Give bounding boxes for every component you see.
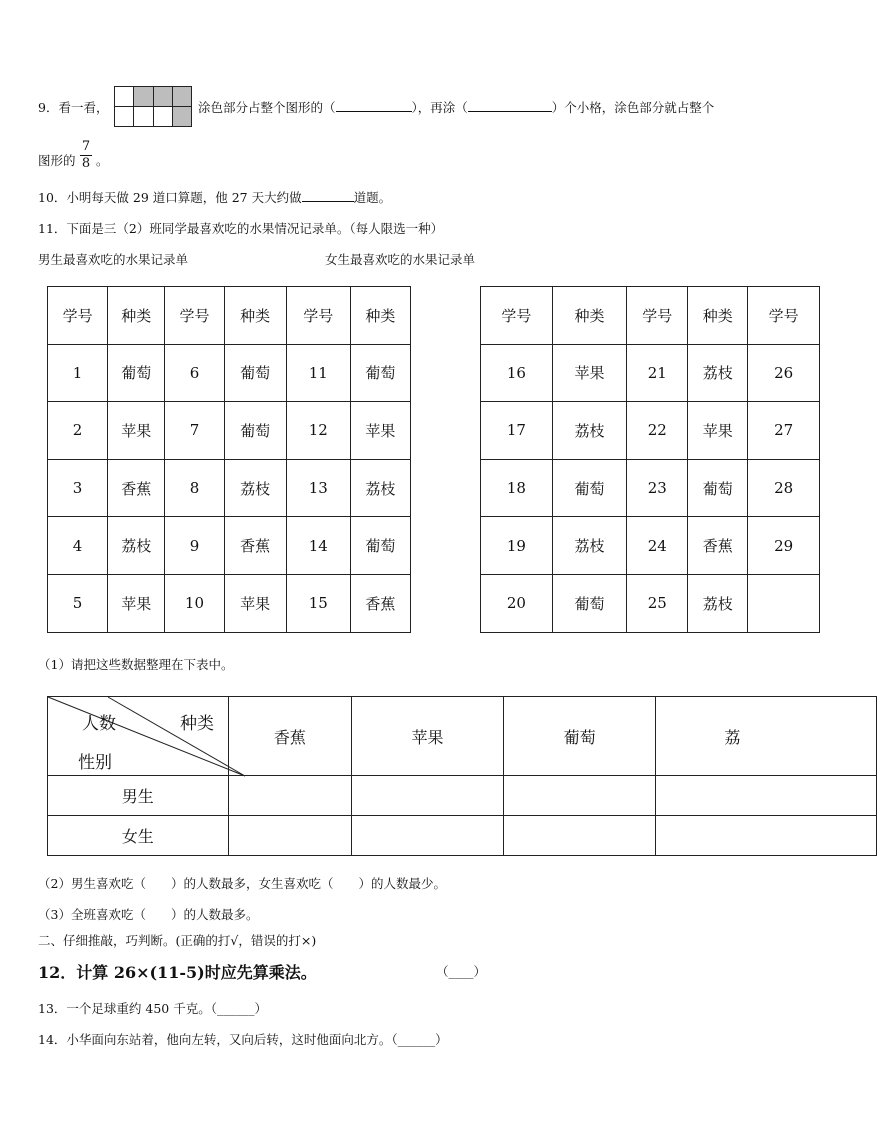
q12-text: 12．计算 26×(11-5)时应先算乘法。 <box>38 963 317 982</box>
boys-table-header-cell: 学号 <box>48 287 108 345</box>
boys-table-header-cell: 学号 <box>286 287 350 345</box>
girls-table-row <box>481 402 820 460</box>
summary-table <box>47 696 877 856</box>
fraction-numerator: 7 <box>81 139 91 154</box>
grid-cell <box>115 87 134 107</box>
summary-cell[interactable] <box>503 776 656 816</box>
section-two-heading: 二、仔细推敲，巧判断。(正确的打√，错误的打×) <box>38 933 317 948</box>
girls-table-cell: 24 <box>627 517 688 575</box>
boys-table-cell: 苹果 <box>108 574 165 632</box>
boys-table-title: 男生最喜欢吃的水果记录单 <box>38 252 189 267</box>
summary-col-header: 葡萄 <box>503 697 656 776</box>
q11-sub1: （1）请把这些数据整理在下表中。 <box>38 657 234 672</box>
summary-row-label: 男生 <box>48 776 229 816</box>
girls-table-cell: 17 <box>481 402 553 460</box>
girls-table-cell: 29 <box>748 517 820 575</box>
boys-table-cell: 葡萄 <box>350 344 410 402</box>
q11-intro: 11．下面是三（2）班同学最喜欢吃的水果情况记录单。（每人限选一种） <box>38 221 444 236</box>
boys-table-cell: 2 <box>48 402 108 460</box>
boys-table-cell: 15 <box>286 574 350 632</box>
q9-grid-figure <box>114 86 192 127</box>
boys-table-header-cell: 种类 <box>108 287 165 345</box>
girls-table-cell: 21 <box>627 344 688 402</box>
q9-text-a: 涂色部分占整个图形的（ <box>198 100 336 115</box>
girls-table-header-cell: 学号 <box>748 287 820 345</box>
q9-blank-1[interactable] <box>336 99 412 112</box>
girls-table-cell: 荔枝 <box>552 402 627 460</box>
boys-table-cell: 苹果 <box>224 574 286 632</box>
q9-line2 <box>38 151 76 169</box>
q13: 13．一个足球重约 450 千克。（______） <box>38 1001 267 1016</box>
girls-table-cell: 25 <box>627 574 688 632</box>
summary-cell[interactable] <box>228 776 352 816</box>
girls-table-title: 女生最喜欢吃的水果记录单 <box>325 252 476 267</box>
boys-table-row <box>48 517 411 575</box>
boys-table-cell: 葡萄 <box>224 344 286 402</box>
boys-table-cell: 荔枝 <box>108 517 165 575</box>
boys-table-cell: 4 <box>48 517 108 575</box>
boys-table-cell: 9 <box>165 517 224 575</box>
boys-table-cell: 6 <box>165 344 224 402</box>
girls-table-cell: 香蕉 <box>688 517 748 575</box>
boys-table-row <box>48 574 411 632</box>
girls-table-cell: 18 <box>481 459 553 517</box>
girls-table-cell: 19 <box>481 517 553 575</box>
girls-table-cell: 苹果 <box>688 402 748 460</box>
corner-label-count: 人数 <box>82 714 116 734</box>
q10-blank[interactable] <box>302 189 354 202</box>
summary-col-header: 苹果 <box>352 697 504 776</box>
girls-record-table <box>480 286 820 633</box>
boys-table-cell: 8 <box>165 459 224 517</box>
girls-table-cell: 23 <box>627 459 688 517</box>
girls-table-cell: 葡萄 <box>688 459 748 517</box>
girls-table-cell: 27 <box>748 402 820 460</box>
summary-header-corner <box>48 697 229 776</box>
q9-text-b: ），再涂（ <box>411 100 468 115</box>
grid-cell-shaded <box>172 107 191 127</box>
q9-end: 。 <box>96 153 109 168</box>
boys-table-cell: 香蕉 <box>224 517 286 575</box>
summary-row-label: 女生 <box>48 816 229 856</box>
girls-table-header-row <box>481 287 820 345</box>
q9-blank-2[interactable] <box>468 99 552 112</box>
q9-line1-text <box>198 98 714 116</box>
q10 <box>38 188 391 206</box>
boys-table-header-cell: 种类 <box>350 287 410 345</box>
boys-table-row <box>48 402 411 460</box>
girls-table-cell: 26 <box>748 344 820 402</box>
girls-table-row <box>481 574 820 632</box>
grid-cell <box>115 107 134 127</box>
boys-table-cell: 苹果 <box>108 402 165 460</box>
corner-label-type: 种类 <box>180 714 214 734</box>
fraction-seven-eighths <box>80 140 92 171</box>
boys-table-cell: 3 <box>48 459 108 517</box>
girls-table-header-cell: 学号 <box>481 287 553 345</box>
boys-table-header-cell: 种类 <box>224 287 286 345</box>
boys-table-cell: 10 <box>165 574 224 632</box>
summary-cell[interactable] <box>656 776 877 816</box>
girls-table-row <box>481 517 820 575</box>
q9-line2-text: 图形的 <box>38 153 76 168</box>
summary-col-header: 荔 <box>656 697 877 776</box>
boys-table-cell: 葡萄 <box>350 517 410 575</box>
grid-cell <box>134 107 153 127</box>
grid-cell-shaded <box>172 87 191 107</box>
boys-table-cell: 葡萄 <box>108 344 165 402</box>
summary-table-clip <box>47 696 794 858</box>
girls-table-cell: 葡萄 <box>552 459 627 517</box>
summary-cell[interactable] <box>352 776 504 816</box>
boys-table-header-row <box>48 287 411 345</box>
q9-line1 <box>38 98 108 116</box>
boys-table-cell: 香蕉 <box>108 459 165 517</box>
q10-text-a: 10．小明每天做 29 道口算题，他 27 天大约做 <box>38 190 302 205</box>
summary-cell[interactable] <box>656 816 877 856</box>
girls-table-header-cell: 种类 <box>552 287 627 345</box>
girls-table-cell: 苹果 <box>552 344 627 402</box>
girls-table-cell: 22 <box>627 402 688 460</box>
grid-cell-shaded <box>153 87 172 107</box>
girls-table-cell <box>748 574 820 632</box>
boys-table-cell: 12 <box>286 402 350 460</box>
grid-cell-shaded <box>134 87 153 107</box>
q10-text-b: 道题。 <box>353 190 392 205</box>
summary-cell[interactable] <box>352 816 504 856</box>
boys-table-cell: 5 <box>48 574 108 632</box>
girls-table-cell: 16 <box>481 344 553 402</box>
boys-record-table <box>47 286 411 633</box>
boys-table-cell: 苹果 <box>350 402 410 460</box>
boys-table-cell: 13 <box>286 459 350 517</box>
boys-table-row <box>48 459 411 517</box>
boys-table-cell: 14 <box>286 517 350 575</box>
q9-prefix: 9．看一看， <box>38 100 109 115</box>
summary-col-header: 香蕉 <box>228 697 352 776</box>
girls-table-cell: 葡萄 <box>552 574 627 632</box>
summary-cell[interactable] <box>228 816 352 856</box>
boys-table-cell: 香蕉 <box>350 574 410 632</box>
girls-table-clip <box>480 286 799 636</box>
q12-answer-paren[interactable]: （____） <box>436 964 487 979</box>
boys-table-cell: 1 <box>48 344 108 402</box>
boys-table-header-cell: 学号 <box>165 287 224 345</box>
boys-table-cell: 11 <box>286 344 350 402</box>
girls-table-row <box>481 344 820 402</box>
grid-cell <box>153 107 172 127</box>
boys-table-cell: 荔枝 <box>224 459 286 517</box>
girls-table-cell: 20 <box>481 574 553 632</box>
q11-sub2: （2）男生喜欢吃（ ）的人数最多，女生喜欢吃（ ）的人数最少。 <box>38 876 446 891</box>
fraction-denominator: 8 <box>81 156 91 171</box>
q14: 14．小华面向东站着，他向左转，又向后转，这时他面向北方。（______） <box>38 1032 448 1047</box>
corner-label-gender: 性别 <box>78 753 112 773</box>
boys-table-cell: 7 <box>165 402 224 460</box>
girls-table-cell: 荔枝 <box>552 517 627 575</box>
girls-table-cell: 荔枝 <box>688 344 748 402</box>
boys-table-cell: 葡萄 <box>224 402 286 460</box>
girls-table-header-cell: 种类 <box>688 287 748 345</box>
summary-cell[interactable] <box>503 816 656 856</box>
boys-table-row <box>48 344 411 402</box>
boys-table-cell: 荔枝 <box>350 459 410 517</box>
girls-table-row <box>481 459 820 517</box>
girls-table-cell: 28 <box>748 459 820 517</box>
q11-sub3: （3）全班喜欢吃（ ）的人数最多。 <box>38 907 259 922</box>
girls-table-header-cell: 学号 <box>627 287 688 345</box>
girls-table-cell: 荔枝 <box>688 574 748 632</box>
q9-text-c: ）个小格，涂色部分就占整个 <box>551 100 715 115</box>
